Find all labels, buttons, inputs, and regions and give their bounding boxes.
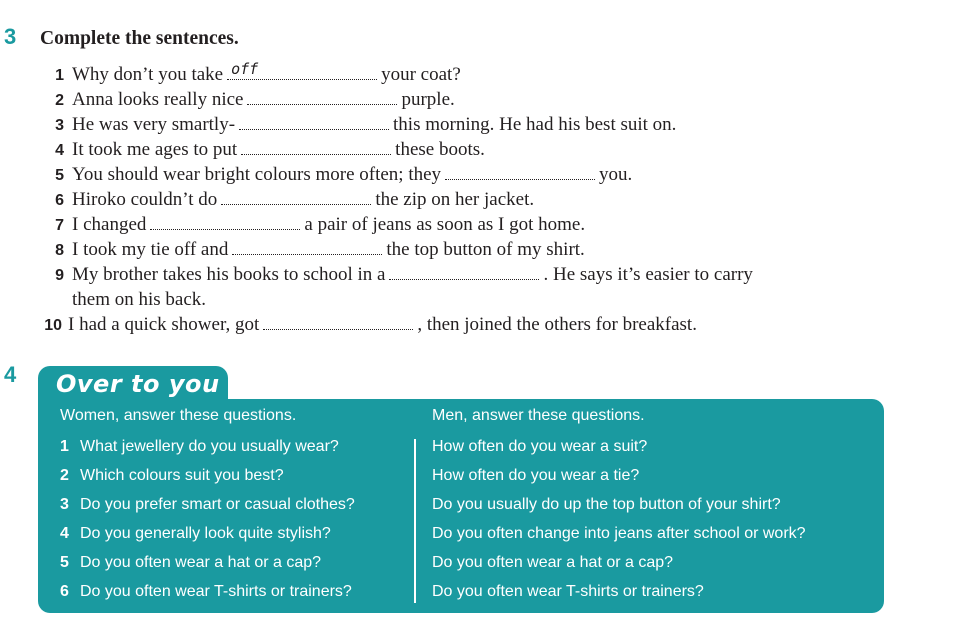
sentence-text-after: this morning. He had his best suit on. — [393, 114, 677, 135]
sentence-2 — [40, 87, 870, 113]
sentence-number: 4 — [55, 142, 64, 159]
sentence-text-before: He was very smartly- — [72, 114, 236, 135]
sentence-text-before: Why don’t you take — [72, 64, 224, 85]
answer-blank[interactable] — [263, 315, 413, 330]
sentence-number: 5 — [55, 167, 64, 184]
sentence-number: 3 — [55, 117, 64, 134]
answer-blank[interactable] — [445, 165, 595, 180]
question-number: 4 — [60, 525, 69, 542]
sentence-number: 10 — [44, 317, 62, 334]
men-question-5: Do you often wear a hat or a cap? — [432, 554, 674, 571]
sentence-text-after: these boots. — [395, 139, 485, 160]
men-question-1: How often do you wear a suit? — [432, 438, 648, 455]
sentence-6 — [40, 187, 870, 213]
sentence-text-after: a pair of jeans as soon as I got home. — [304, 214, 586, 235]
sentence-number: 6 — [55, 192, 64, 209]
sentence-text-after: your coat? — [381, 64, 461, 85]
column-divider — [414, 439, 416, 603]
question-text: Do you often wear a hat or a cap? — [80, 554, 322, 571]
men-heading: Men, answer these questions. — [432, 407, 645, 424]
sentence-text-before: I took my tie off and — [72, 239, 229, 260]
sentence-text-after: the zip on her jacket. — [375, 189, 535, 210]
sentence-continuation: them on his back. — [72, 289, 207, 310]
question-number: 3 — [60, 496, 69, 513]
question-number: 6 — [60, 583, 69, 600]
answer-blank[interactable] — [241, 140, 391, 155]
sentence-text-before: I changed — [72, 214, 147, 235]
sentence-number: 8 — [55, 242, 64, 259]
sentence-text-before: You should wear bright colours more often; they — [72, 164, 442, 185]
answer-blank[interactable] — [239, 115, 389, 130]
sentence-text-after: . He says it’s easier to carry — [543, 264, 753, 285]
answer-blank[interactable] — [227, 60, 377, 80]
question-text: What jewellery do you usually wear? — [80, 438, 339, 455]
answer-blank[interactable] — [389, 265, 539, 280]
question-text: Do you prefer smart or casual clothes? — [80, 496, 355, 513]
sentence-number: 1 — [55, 67, 64, 84]
sentence-text-after: you. — [599, 164, 633, 185]
answer-blank[interactable] — [247, 90, 397, 105]
handwritten-answer: off — [231, 60, 259, 78]
sentence-5 — [40, 162, 870, 188]
sentence-text-before: Hiroko couldn’t do — [72, 189, 218, 210]
sentence-1 — [40, 62, 870, 88]
question-text: Do you often wear T-shirts or trainers? — [80, 583, 352, 600]
exercise-4-number: 4 — [4, 362, 17, 387]
women-heading: Women, answer these questions. — [60, 407, 297, 424]
sentence-text-before: My brother takes his books to school in a — [72, 264, 386, 285]
question-number: 2 — [60, 467, 69, 484]
sentence-number: 2 — [55, 92, 64, 109]
sentence-4 — [40, 137, 870, 163]
answer-blank[interactable] — [232, 240, 382, 255]
sentence-number: 7 — [55, 217, 64, 234]
women-question-6 — [60, 582, 352, 602]
sentence-10 — [40, 312, 870, 338]
sentence-text-after: , then joined the others for breakfast. — [417, 314, 697, 335]
over-to-you-title: Over to you — [56, 370, 220, 398]
women-question-4 — [60, 524, 331, 544]
men-question-4: Do you often change into jeans after school or work? — [432, 525, 806, 542]
exercise-3-number: 3 — [4, 24, 17, 49]
over-to-you-panel — [38, 399, 884, 613]
sentence-7 — [40, 212, 870, 238]
men-question-3: Do you usually do up the top button of your shirt? — [432, 496, 781, 513]
sentence-number: 9 — [55, 267, 64, 284]
women-question-2 — [60, 466, 284, 486]
sentence-text-after: purple. — [401, 89, 455, 110]
sentence-text-after: the top button of my shirt. — [386, 239, 585, 260]
question-number: 5 — [60, 554, 69, 571]
women-question-5 — [60, 553, 321, 573]
sentence-text-before: I had a quick shower, got — [68, 314, 260, 335]
sentence-text-before: It took me ages to put — [72, 139, 238, 160]
answer-blank[interactable] — [150, 215, 300, 230]
women-question-3 — [60, 495, 355, 515]
sentence-text-before: Anna looks really nice — [72, 89, 244, 110]
men-question-6: Do you often wear T-shirts or trainers? — [432, 583, 704, 600]
answer-blank[interactable] — [221, 190, 371, 205]
sentence-9 — [40, 262, 870, 288]
men-question-2: How often do you wear a tie? — [432, 467, 640, 484]
sentence-3 — [40, 112, 870, 138]
sentence-8 — [40, 237, 870, 263]
question-text: Do you generally look quite stylish? — [80, 525, 331, 542]
question-number: 1 — [60, 438, 69, 455]
exercise-3-title: Complete the sentences. — [40, 28, 239, 49]
women-question-1 — [60, 437, 339, 457]
question-text: Which colours suit you best? — [80, 467, 284, 484]
